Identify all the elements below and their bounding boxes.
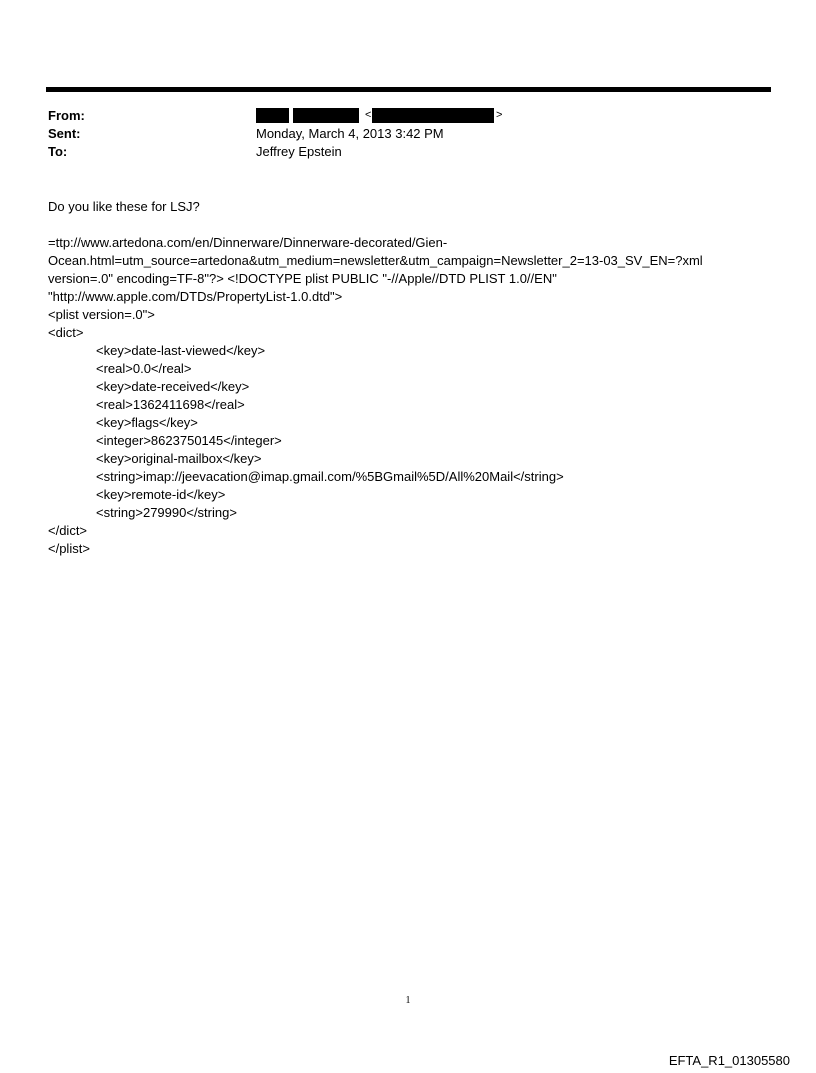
plist-entry: <real>1362411698</real> xyxy=(96,397,245,412)
dict-close-line: </dict> xyxy=(48,523,88,538)
url-line: =ttp://www.artedona.com/en/Dinnerware/Dinnerware-decorated/Gien- xyxy=(48,235,448,250)
plist-entry: <key>original-mailbox</key> xyxy=(96,451,262,466)
plist-entry: <integer>8623750145</integer> xyxy=(96,433,282,448)
plist-entry: <string>imap://jeevacation@imap.gmail.com/%5BGmail%5D/All%20Mail</string> xyxy=(96,469,564,484)
dict-open-line: <dict> xyxy=(48,325,84,340)
page-number: 1 xyxy=(405,995,411,1006)
plist-open-line: <plist version=.0"> xyxy=(48,307,155,322)
url-line: version=.0" encoding=TF-8"?> <!DOCTYPE plist PUBLIC "-//Apple//DTD PLIST 1.0//EN" xyxy=(48,271,557,286)
sent-value: Monday, March 4, 2013 3:42 PM xyxy=(256,126,444,141)
redaction-box-first-name xyxy=(256,108,289,123)
redaction-box-email xyxy=(372,108,494,123)
plist-entry: <real>0.0</real> xyxy=(96,361,192,376)
from-close-bracket: > xyxy=(496,109,503,121)
sent-label: Sent: xyxy=(48,126,81,141)
plist-entry: <key>date-last-viewed</key> xyxy=(96,343,266,358)
greeting-text: Do you like these for LSJ? xyxy=(48,199,200,214)
header-rule xyxy=(46,87,771,92)
to-label: To: xyxy=(48,144,68,159)
plist-entry: <key>remote-id</key> xyxy=(96,487,226,502)
url-line: Ocean.html=utm_source=artedona&utm_medium=newsletter&utm_campaign=Newsletter_2=13-03_SV_EN=?xml xyxy=(48,253,703,268)
plist-entry: <key>flags</key> xyxy=(96,415,198,430)
plist-entry: <string>279990</string> xyxy=(96,505,237,520)
document-id: EFTA_R1_01305580 xyxy=(668,1053,790,1068)
to-value: Jeffrey Epstein xyxy=(256,144,342,159)
plist-close-line: </plist> xyxy=(48,541,90,556)
from-label: From: xyxy=(48,108,85,123)
from-open-bracket: < xyxy=(365,109,372,121)
url-line: "http://www.apple.com/DTDs/PropertyList-1.0.dtd"> xyxy=(48,289,343,304)
redaction-box-last-name xyxy=(293,108,359,123)
plist-entry: <key>date-received</key> xyxy=(96,379,250,394)
